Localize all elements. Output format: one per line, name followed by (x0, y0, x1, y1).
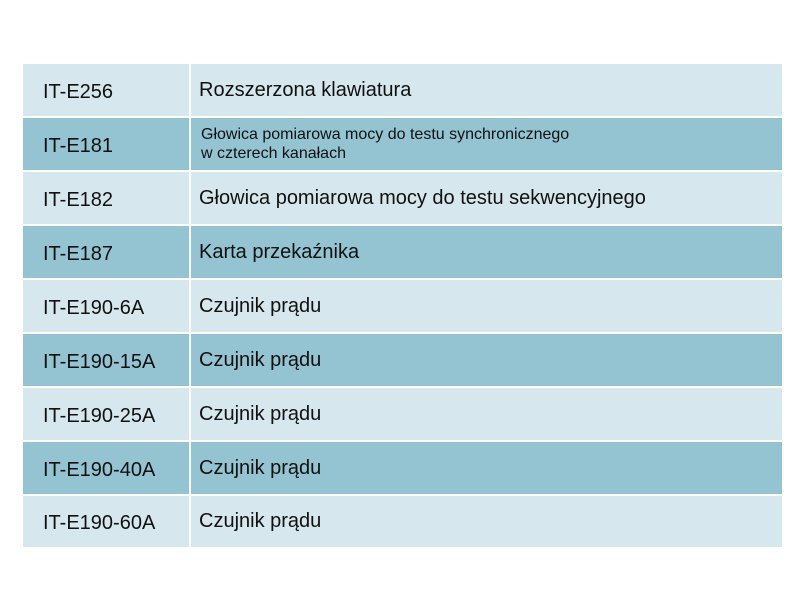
table-row (23, 172, 782, 226)
product-description: Czujnik prądu (199, 348, 322, 371)
product-table (23, 64, 782, 547)
product-code: IT-E190-25A (23, 388, 191, 440)
table-row (23, 280, 782, 334)
description-line: Głowica pomiarowa mocy do testu synchronicznego (201, 126, 570, 143)
product-code: IT-E190-60A (23, 496, 191, 547)
product-description (191, 118, 782, 170)
description-line: w czterech kanałach (201, 145, 346, 162)
table-row (23, 496, 782, 547)
table-row (23, 442, 782, 496)
table-row (23, 64, 782, 118)
table-row (23, 226, 782, 280)
product-description: Czujnik prądu (199, 402, 322, 425)
table-row (23, 334, 782, 388)
product-code: IT-E190-6A (23, 280, 191, 332)
product-description: Rozszerzona klawiatura (199, 78, 412, 101)
product-description: Głowica pomiarowa mocy do testu sekwencyjnego (199, 186, 646, 209)
table-row (23, 118, 782, 172)
product-code: IT-E256 (23, 64, 191, 116)
product-description: Czujnik prądu (199, 510, 322, 532)
product-code: IT-E190-15A (23, 334, 191, 386)
product-code: IT-E181 (23, 118, 191, 170)
product-code: IT-E190-40A (23, 442, 191, 494)
table-row (23, 388, 782, 442)
product-code: IT-E187 (23, 226, 191, 278)
product-description: Czujnik prądu (199, 294, 322, 317)
product-description: Karta przekaźnika (199, 240, 360, 263)
product-description: Czujnik prądu (199, 456, 322, 479)
product-code: IT-E182 (23, 172, 191, 224)
